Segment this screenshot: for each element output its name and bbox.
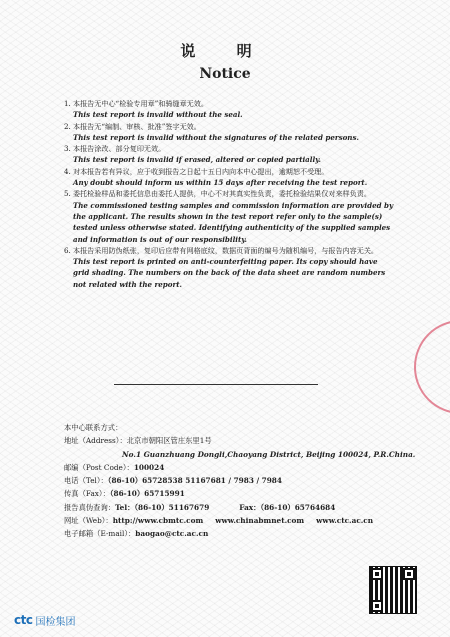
note-text-cn [64, 166, 396, 177]
address-cn: 北京市朝阳区管庄东里1号 [126, 436, 212, 446]
note-text-en: The commissioned testing samples and commission information are provided by the applicant. The results shown in the test report refer only to the sample(s) tested unless otherwise stated. Identifying authenticity of the supplied samples and information is out of our responsibility. [73, 200, 394, 244]
web-row [64, 514, 394, 527]
note-number: 6. [64, 245, 71, 255]
notes-list [64, 98, 396, 290]
contact-block [64, 421, 416, 541]
note-number: 3. [64, 144, 71, 154]
note-number: 5. [64, 189, 71, 199]
title-chinese: 说 明 [180, 42, 270, 60]
title-english: Notice [199, 66, 251, 82]
contact-heading: 本中心联系方式： [64, 423, 123, 432]
postcode-row [64, 461, 394, 474]
verify-label: 报告真伪查询： [64, 502, 116, 512]
verify-row [64, 501, 394, 514]
note-text-cn [64, 245, 396, 256]
tel-row [64, 474, 394, 487]
note-item [64, 121, 396, 144]
verify-tel: Tel：（86-10）51167679 [115, 502, 210, 512]
note-text-en: Any doubt should inform us within 15 days after receiving the test report. [73, 178, 368, 188]
qr-code-icon [370, 567, 416, 613]
postcode-value: 100024 [133, 462, 165, 472]
fax-row [64, 487, 394, 500]
fax-label: 传真（Fax）： [64, 489, 110, 499]
logo-group-text: 国检集团 [35, 616, 76, 628]
email-row [64, 527, 394, 540]
ctc-logo [14, 612, 75, 628]
note-text-en: This test report is printed on anti-counterfeiting paper. Its copy should have grid shading. The numbers on the back of the data sheet are random numbers not related with the report. [73, 257, 386, 289]
web-link-3[interactable]: www.ctc.ac.cn [316, 516, 374, 526]
web-label: 网址（Web）： [64, 516, 113, 526]
note-item [64, 98, 396, 121]
note-item [64, 143, 396, 166]
verify-fax: Fax：（86-10）65764684 [239, 502, 336, 512]
note-cn-content: 委托检验样品和委托信息由委托人提供，中心不对其真实性负责，委托检验结果仅对来样负责。 [73, 189, 371, 199]
note-text-cn [64, 188, 396, 199]
web-link-1[interactable]: http://www.cbmtc.com [112, 516, 204, 526]
address-en: No.1 Guanzhuang Dongli,Chaoyang District, Beijing 100024, P.R.China. [122, 449, 416, 459]
address-row [64, 434, 394, 447]
postcode-label: 邮编（Post Code）： [64, 462, 134, 472]
address-label: 地址（Address）： [64, 436, 127, 446]
logo-ctc-text: ctc [14, 613, 33, 627]
note-text-cn [64, 98, 396, 109]
note-text-en: This test report is invalid if erased, altered or copied partially. [73, 155, 321, 165]
email-label: 电子邮箱（E-mail）： [64, 529, 136, 539]
tel-value: （86-10）65728538 51167681 / 7983 / 7984 [107, 476, 282, 486]
note-text-cn [64, 121, 396, 132]
note-item [64, 188, 396, 244]
note-number: 4. [64, 166, 71, 176]
note-cn-content: 对本报告若有异议，应于收到报告之日起十五日内向本中心提出，逾期恕不受理。 [73, 166, 329, 176]
note-cn-content: 本报告涂改、部分复印无效。 [73, 144, 166, 154]
note-cn-content: 本报告采用防伪纸张，复印后应带有网格底纹，数据页背面的编号为随机编号，与报告内容无关。 [73, 245, 379, 255]
note-item [64, 166, 396, 189]
email-value[interactable]: baogao@ctc.ac.cn [135, 529, 209, 539]
divider-line [114, 384, 318, 385]
note-number: 1. [64, 99, 71, 108]
note-cn-content: 本报告无中心“检验专用章”和骑缝章无效。 [73, 99, 208, 108]
red-seal-stamp [414, 320, 450, 414]
note-number: 2. [64, 121, 71, 131]
note-item [64, 245, 396, 290]
web-link-2[interactable]: www.chinabmnet.com [215, 516, 305, 526]
note-text-en: This test report is invalid without the seal. [73, 110, 243, 120]
note-cn-content: 本报告无“编制、审核、批准”签字无效。 [73, 121, 201, 131]
tel-label: 电话（Tel）： [64, 476, 108, 486]
note-text-cn [64, 143, 396, 154]
note-text-en: This test report is invalid without the signatures of the related persons. [73, 132, 359, 142]
fax-value: （86-10）65715991 [109, 489, 185, 499]
